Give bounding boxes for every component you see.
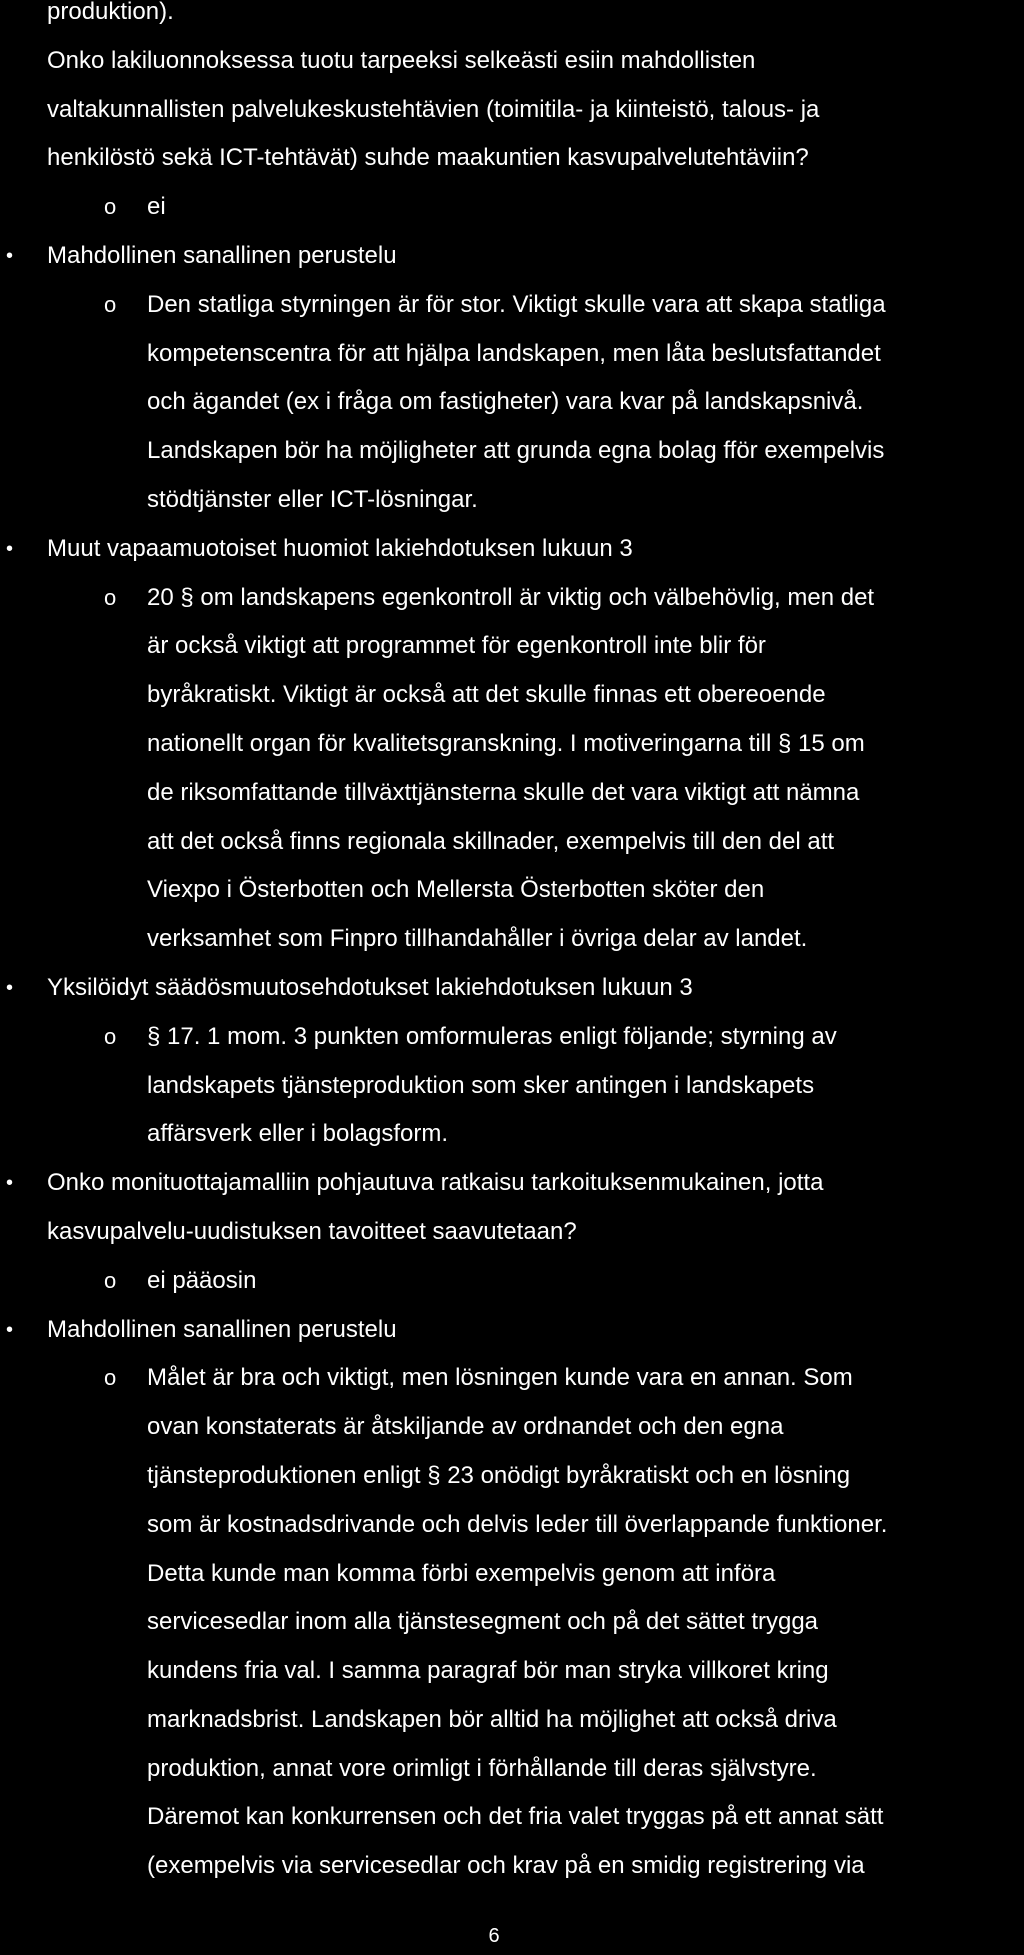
sub-bullet-continuation xyxy=(47,476,1024,525)
sub-bullet-item xyxy=(47,281,1024,330)
sub-bullet-marker: o xyxy=(104,1267,117,1293)
line-text: servicesedlar inom alla tjänstesegment och på det sättet trygga xyxy=(147,1608,819,1636)
line-text: de riksomfattande tillväxttjänsterna skulle det vara viktigt att nämna xyxy=(147,778,860,806)
line-text: Däremot kan konkurrensen och det fria valet tryggas på ett annat sätt xyxy=(147,1803,884,1831)
line-text: Muut vapaamuotoiset huomiot lakiehdotuksen lukuun 3 xyxy=(47,534,633,562)
line-text: Mahdollinen sanallinen perustelu xyxy=(47,241,397,269)
sub-bullet-continuation xyxy=(47,1793,1024,1842)
sub-bullet-continuation xyxy=(47,330,1024,379)
sub-bullet-continuation xyxy=(47,866,1024,915)
sub-bullet-continuation xyxy=(47,1842,1024,1891)
line-text: verksamhet som Finpro tillhandahåller i övriga delar av landet. xyxy=(147,925,808,953)
bullet-item xyxy=(6,1159,1024,1208)
line-text: affärsverk eller i bolagsform. xyxy=(147,1120,449,1148)
sub-bullet-continuation xyxy=(47,1647,1024,1696)
line-text: henkilöstö sekä ICT-tehtävät) suhde maakuntien kasvupalvelutehtäviin? xyxy=(47,144,809,172)
bullet-marker: • xyxy=(6,537,14,560)
line-text: (exempelvis via servicesedlar och krav på en smidig registrering via xyxy=(147,1852,865,1880)
bullet-marker: • xyxy=(6,1172,14,1195)
text-line xyxy=(47,37,1024,86)
bullet-item xyxy=(6,525,1024,574)
line-text: byråkratiskt. Viktigt är också att det skulle finnas ett obereoende xyxy=(147,681,826,709)
line-text: som är kostnadsdrivande och delvis leder till överlappande funktioner. xyxy=(147,1510,888,1538)
sub-bullet-item xyxy=(47,1354,1024,1403)
line-text: Viexpo i Österbotten och Mellersta Österbotten sköter den xyxy=(147,876,765,904)
line-text: kundens fria val. I samma paragraf bör man stryka villkoret kring xyxy=(147,1657,829,1685)
sub-bullet-continuation xyxy=(47,1745,1024,1794)
text-line xyxy=(47,134,1024,183)
bullet-marker: • xyxy=(6,244,14,267)
line-text: ovan konstaterats är åtskiljande av ordnandet och den egna xyxy=(147,1413,784,1441)
sub-bullet-marker: o xyxy=(104,1365,117,1391)
sub-bullet-continuation xyxy=(47,671,1024,720)
sub-bullet-marker: o xyxy=(104,194,117,220)
line-text: Onko monituottajamalliin pohjautuva ratkaisu tarkoituksenmukainen, jotta xyxy=(47,1169,824,1197)
sub-bullet-continuation xyxy=(47,1403,1024,1452)
line-text: 20 § om landskapens egenkontroll är viktig och välbehövlig, men det xyxy=(147,583,875,611)
sub-bullet-item xyxy=(47,183,1024,232)
line-text: kasvupalvelu-uudistuksen tavoitteet saavutetaan? xyxy=(47,1217,577,1245)
bullet-item xyxy=(6,232,1024,281)
sub-bullet-continuation xyxy=(47,1452,1024,1501)
line-text: kompetenscentra för att hjälpa landskapen, men låta beslutsfattandet xyxy=(147,339,881,367)
line-text: produktion, annat vore orimligt i förhållande till deras självstyre. xyxy=(147,1754,817,1782)
sub-bullet-continuation xyxy=(47,1062,1024,1111)
line-text: Den statliga styrningen är för stor. Viktigt skulle vara att skapa statliga xyxy=(147,290,886,318)
sub-bullet-continuation xyxy=(47,427,1024,476)
line-text: ei xyxy=(147,193,166,221)
line-text: valtakunnallisten palvelukeskustehtävien (toimitila- ja kiinteistö, talous- ja xyxy=(47,95,820,123)
sub-bullet-item xyxy=(47,1013,1024,1062)
line-text: stödtjänster eller ICT-lösningar. xyxy=(147,485,478,513)
text-line xyxy=(47,1208,1024,1257)
line-text: Yksilöidyt säädösmuutosehdotukset lakiehdotuksen lukuun 3 xyxy=(47,973,693,1001)
line-text: ei pääosin xyxy=(147,1266,257,1294)
line-text: Mahdollinen sanallinen perustelu xyxy=(47,1315,397,1343)
line-text: Målet är bra och viktigt, men lösningen kunde vara en annan. Som xyxy=(147,1364,853,1392)
line-text: landskapets tjänsteproduktion som sker antingen i landskapets xyxy=(147,1071,815,1099)
bullet-item xyxy=(6,964,1024,1013)
sub-bullet-continuation xyxy=(47,378,1024,427)
line-text: att det också finns regionala skillnader, exempelvis till den del att xyxy=(147,827,835,855)
sub-bullet-continuation xyxy=(47,1598,1024,1647)
line-text: nationellt organ för kvalitetsgranskning. I motiveringarna till § 15 om xyxy=(147,729,865,757)
document-body xyxy=(6,0,1024,1891)
sub-bullet-continuation xyxy=(47,1550,1024,1599)
page-number: 6 xyxy=(488,1925,500,1947)
text-line xyxy=(47,86,1024,135)
sub-bullet-continuation xyxy=(47,1501,1024,1550)
text-line xyxy=(47,0,1024,37)
line-text: Landskapen bör ha möjligheter att grunda egna bolag fför exempelvis xyxy=(147,437,885,465)
sub-bullet-continuation xyxy=(47,720,1024,769)
sub-bullet-marker: o xyxy=(104,1023,117,1049)
line-text: produktion). xyxy=(47,0,174,25)
line-text: och ägandet (ex i fråga om fastigheter) vara kvar på landskapsnivå. xyxy=(147,388,864,416)
line-text: Onko lakiluonnoksessa tuotu tarpeeksi selkeästi esiin mahdollisten xyxy=(47,46,756,74)
line-text: tjänsteproduktionen enligt § 23 onödigt byråkratiskt och en lösning xyxy=(147,1461,851,1489)
sub-bullet-continuation xyxy=(47,622,1024,671)
sub-bullet-continuation xyxy=(47,915,1024,964)
sub-bullet-item xyxy=(47,1257,1024,1306)
sub-bullet-continuation xyxy=(47,818,1024,867)
bullet-marker: • xyxy=(6,976,14,999)
line-text: § 17. 1 mom. 3 punkten omformuleras enligt följande; styrning av xyxy=(147,1022,837,1050)
sub-bullet-marker: o xyxy=(104,291,117,317)
sub-bullet-continuation xyxy=(47,1696,1024,1745)
line-text: marknadsbrist. Landskapen bör alltid ha möjlighet att också driva xyxy=(147,1705,837,1733)
sub-bullet-continuation xyxy=(47,1110,1024,1159)
sub-bullet-marker: o xyxy=(104,584,117,610)
bullet-marker: • xyxy=(6,1318,14,1341)
line-text: är också viktigt att programmet för egenkontroll inte blir för xyxy=(147,632,766,660)
sub-bullet-continuation xyxy=(47,769,1024,818)
bullet-item xyxy=(6,1306,1024,1355)
line-text: Detta kunde man komma förbi exempelvis genom att införa xyxy=(147,1559,776,1587)
sub-bullet-item xyxy=(47,574,1024,623)
